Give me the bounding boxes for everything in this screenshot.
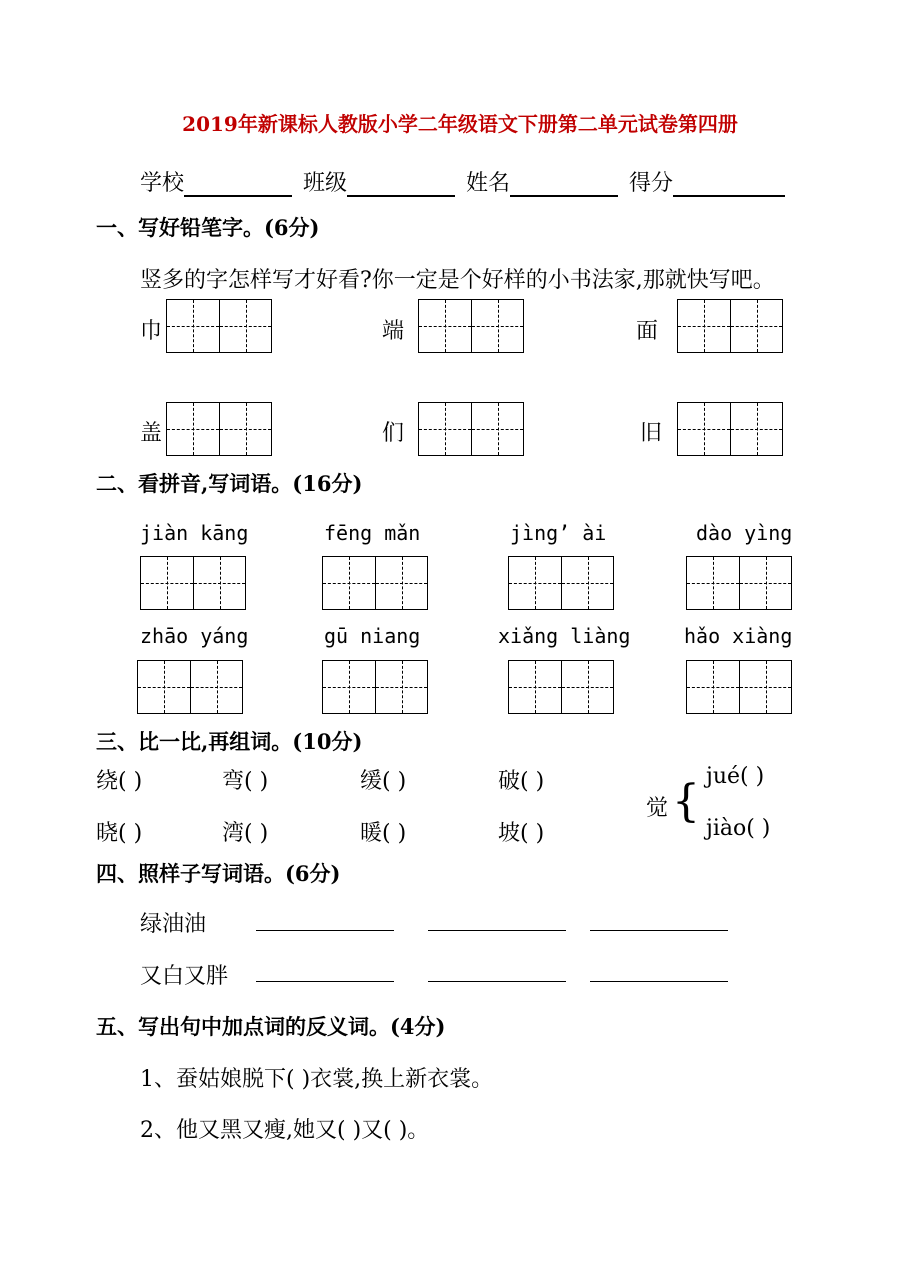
name-blank[interactable] [510,173,618,197]
section-3-heading: 三、比一比,再组词。(10分) [96,729,363,754]
question-1[interactable]: 1、蚕姑娘脱下( )衣裳,换上新衣裳。 [140,1067,494,1092]
writing-grid[interactable] [166,402,272,456]
compare-item[interactable]: 晓( ) [96,821,143,846]
example-word-2: 又白又胖 [140,964,229,989]
pinyin-label: xiǎng liàng [498,624,631,648]
writing-grid[interactable] [418,402,524,456]
polyphone-reading-2[interactable]: jiào( ) [706,816,771,841]
writing-grid[interactable] [322,660,428,714]
char-label: 们 [382,421,405,446]
writing-grid[interactable] [166,299,272,353]
section-5-heading: 五、写出句中加点词的反义词。(4分) [96,1014,446,1039]
writing-grid[interactable] [508,556,614,610]
writing-grid[interactable] [418,299,524,353]
pinyin-label: dào yìng [696,521,793,545]
answer-line[interactable] [256,930,394,931]
section-1-heading: 一、写好铅笔字。(6分) [96,215,320,240]
writing-grid[interactable] [686,556,792,610]
page-title: 2019年新课标人教版小学二年级语文下册第二单元试卷第四册 [182,112,738,136]
class-blank[interactable] [347,173,455,197]
char-label: 盖 [140,421,163,446]
char-label: 端 [382,319,405,344]
answer-line[interactable] [256,981,394,982]
char-label: 旧 [640,421,663,446]
compare-item[interactable]: 坡( ) [498,821,545,846]
class-label: 班级 [303,171,348,196]
writing-grid[interactable] [677,402,783,456]
brace: { [672,776,700,827]
example-word-1: 绿油油 [140,912,207,937]
answer-line[interactable] [590,981,728,982]
pinyin-label: jiàn kāng [140,521,249,545]
student-info-row [140,166,789,197]
char-label: 巾 [140,319,163,344]
school-label: 学校 [140,171,185,196]
writing-grid[interactable] [686,660,792,714]
score-label: 得分 [629,171,674,196]
compare-item[interactable]: 暖( ) [360,821,407,846]
answer-line[interactable] [428,930,566,931]
section-2-heading: 二、看拼音,写词语。(16分) [96,471,363,496]
pinyin-label: zhāo yáng [140,624,249,648]
writing-grid[interactable] [508,660,614,714]
pinyin-label: fēng mǎn [324,521,421,545]
compare-item[interactable]: 绕( ) [96,769,143,794]
writing-grid[interactable] [140,556,246,610]
school-blank[interactable] [184,173,292,197]
answer-line[interactable] [428,981,566,982]
writing-grid[interactable] [322,556,428,610]
name-label: 姓名 [466,171,511,196]
writing-grid[interactable] [677,299,783,353]
section-1-intro: 竖多的字怎样写才好看?你一定是个好样的小书法家,那就快写吧。 [140,268,775,293]
writing-grid[interactable] [137,660,243,714]
pinyin-label: gū niang [324,624,421,648]
compare-item[interactable]: 破( ) [498,769,545,794]
compare-item[interactable]: 弯( ) [222,769,269,794]
section-4-heading: 四、照样子写词语。(6分) [96,861,341,886]
polyphone-reading-1[interactable]: jué( ) [706,764,765,789]
pinyin-label: jìng’ ài [510,521,607,545]
pinyin-label: hǎo xiàng [684,624,793,648]
compare-item[interactable]: 缓( ) [360,769,407,794]
question-2[interactable]: 2、他又黑又瘦,她又( )又( )。 [140,1118,430,1143]
answer-line[interactable] [590,930,728,931]
compare-item[interactable]: 湾( ) [222,821,269,846]
score-blank[interactable] [673,173,785,197]
polyphone-char: 觉 [646,796,669,821]
char-label: 面 [636,319,659,344]
